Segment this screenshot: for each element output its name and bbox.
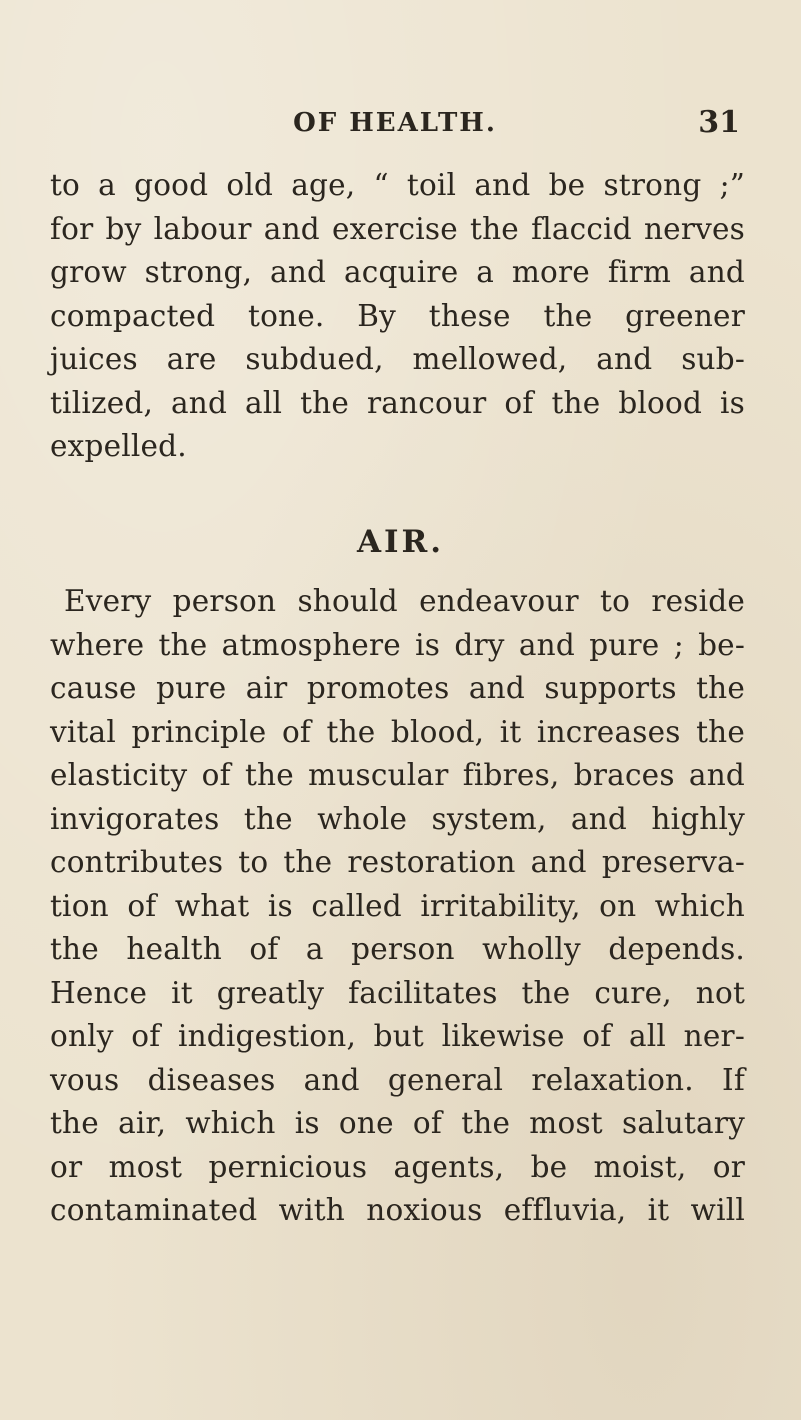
text-line: invigorates the whole system, and highly [50,801,745,836]
running-title: OF HEALTH. [293,108,497,138]
text-line: Every person should endeavour to reside [64,584,745,618]
text-line: where the atmosphere is dry and pure ; be- [50,627,745,662]
paragraph-air [50,580,745,1233]
text-line: juices are subdued, mellowed, and sub- [50,342,745,376]
text-line: grow strong, and acquire a more firm and [50,255,745,289]
text-line: Hence it greatly facilitates the cure, not [50,975,745,1010]
paragraph-health-exercise [50,164,745,469]
text-line: compacted tone. By these the greener [50,298,745,333]
page-number: 31 [698,105,740,140]
text-line: contaminated with noxious effluvia, it will [50,1193,745,1227]
text-line: vous diseases and general relaxation. If [50,1062,745,1097]
text-line: the health of a person wholly depends. [50,932,745,966]
text-line: for by labour and exercise the flaccid nerves [50,211,745,246]
running-head [50,105,740,141]
text-line: the air, which is one of the most salutary [50,1106,745,1140]
text-line: cause pure air promotes and supports the [50,671,745,705]
text-line: expelled. [50,429,187,463]
text-line: elasticity of the muscular fibres, braces and [50,758,745,792]
text-line: or most pernicious agents, be moist, or [50,1149,745,1184]
section-heading-air: AIR. [356,524,445,560]
text-line: contributes to the restoration and preserva- [50,845,745,879]
text-line: only of indigestion, but likewise of all ner- [50,1019,745,1053]
text-line: vital principle of the blood, it increases the [50,714,745,749]
text-line: tilized, and all the rancour of the blood is [50,385,745,420]
text-line: to a good old age, “ toil and be strong ;” [50,168,745,202]
text-line: tion of what is called irritability, on which [50,888,745,923]
